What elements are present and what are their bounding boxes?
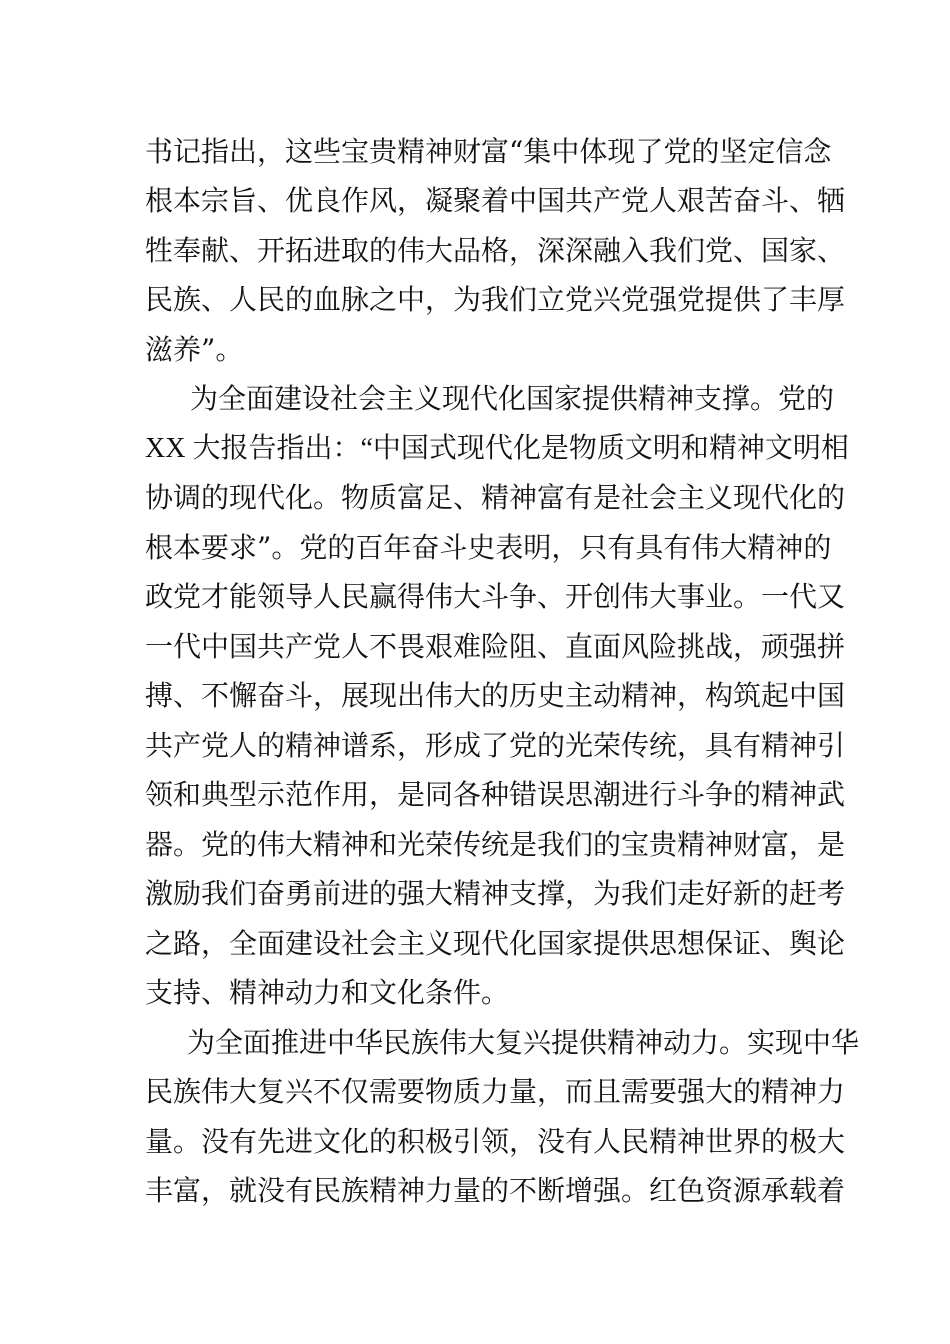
text-line: 丰富，就没有民族精神力量的不断增强。红色资源承载着 <box>145 1174 846 1207</box>
text-line: 领和典型示范作用，是同各种错误思潮进行斗争的精神武 <box>145 778 846 811</box>
paragraph-first-line: 为全面建设社会主义现代化国家提供精神支撑。党的 <box>190 382 835 415</box>
text-line: 之路，全面建设社会主义现代化国家提供思想保证、舆论 <box>145 927 846 960</box>
text-line: 民族伟大复兴不仅需要物质力量，而且需要强大的精神力 <box>145 1075 846 1108</box>
text-line: 量。没有先进文化的积极引领，没有人民精神世界的极大 <box>145 1125 846 1158</box>
text-line: 搏、不懈奋斗，展现出伟大的历史主动精神，构筑起中国 <box>145 679 846 712</box>
text-line: 器。党的伟大精神和光荣传统是我们的宝贵精神财富，是 <box>145 828 846 861</box>
text-line: 民族、人民的血脉之中，为我们立党兴党强党提供了丰厚 <box>145 283 846 316</box>
text-line: 政党才能领导人民赢得伟大斗争、开创伟大事业。一代又 <box>145 580 846 613</box>
text-line: 协调的现代化。物质富足、精神富有是社会主义现代化的 <box>145 481 846 514</box>
paragraph-first-line: 为全面推进中华民族伟大复兴提供精神动力。实现中华 <box>187 1026 860 1059</box>
text-line: 牲奉献、开拓进取的伟大品格，深深融入我们党、国家、 <box>145 234 846 267</box>
text-line: 激励我们奋勇前进的强大精神支撑，为我们走好新的赶考 <box>145 877 846 910</box>
text-line: 根本宗旨、优良作风，凝聚着中国共产党人艰苦奋斗、牺 <box>145 184 846 217</box>
text-line: 一代中国共产党人不畏艰难险阻、直面风险挑战，顽强拼 <box>145 630 846 663</box>
text-line: 支持、精神动力和文化条件。 <box>145 976 510 1009</box>
text-line: 书记指出，这些宝贵精神财富“集中体现了党的坚定信念 <box>145 135 832 168</box>
text-line: 滋养”。 <box>145 333 244 366</box>
text-line: 共产党人的精神谱系，形成了党的光荣传统，具有精神引 <box>145 729 846 762</box>
text-line: 根本要求”。党的百年奋斗史表明，只有具有伟大精神的 <box>145 531 832 564</box>
text-line: XX 大报告指出：“中国式现代化是物质文明和精神文明相 <box>145 433 849 464</box>
